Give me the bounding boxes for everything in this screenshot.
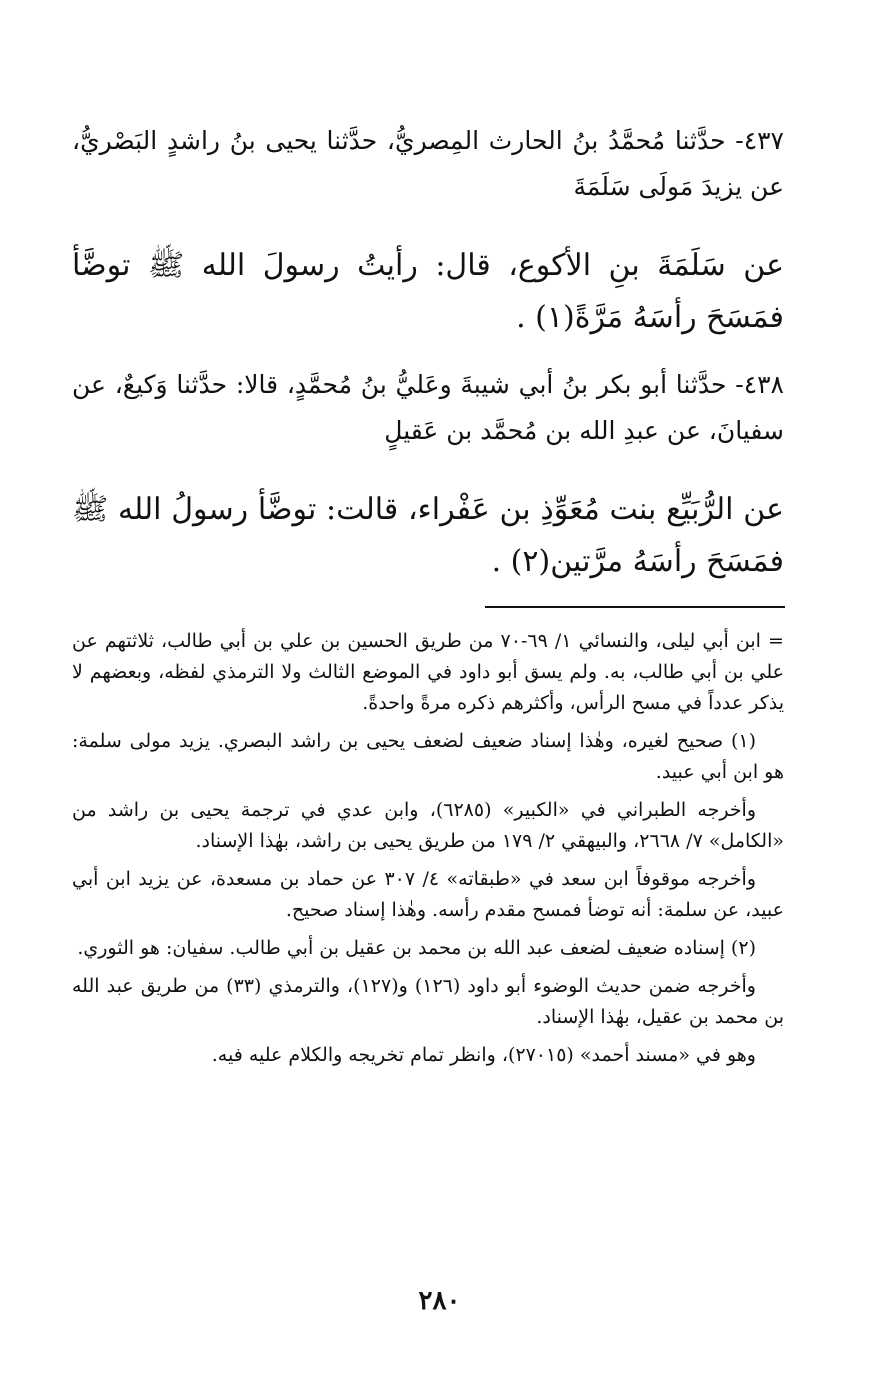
hadith-438-matn: عن الرُّبَيِّع بنت مُعَوِّذِ بن عَفْراء، قالت: توضَّأ رسولُ الله ﷺ فمَسَحَ رأسَهُ مرَّتين(٢) . bbox=[72, 492, 784, 579]
footnote-2: (٢) إسناده ضعيف لضعف عبد الله بن محمد بن عقيل بن أبي طالب. سفيان: هو الثوري. bbox=[77, 937, 756, 959]
hadith-438 bbox=[72, 362, 784, 454]
hadith-437-text bbox=[72, 240, 784, 344]
footnote-1-mawquf: وأخرجه موقوفاً ابن سعد في «طبقاته» ٤/ ٣٠٧ عن حماد بن مسعدة، عن يزيد ابن أبي عبيد، عن سلمة: أنه توضأ فمسح مقدم رأسه. وهٰذا إسناد صحيح. bbox=[72, 868, 784, 921]
hadith-437 bbox=[72, 118, 784, 210]
footnote-separator bbox=[485, 606, 785, 608]
hadith-437-isnad: ٤٣٧- حدَّثنا مُحمَّدُ بنُ الحارث المِصريُّ، حدَّثنا يحيى بنُ راشدٍ البَصْريُّ، عن يزيدَ مَولَى سَلَمَةَ bbox=[72, 126, 784, 201]
hadith-438-text bbox=[72, 484, 784, 588]
footnote-2-takhrij: وأخرجه ضمن حديث الوضوء أبو داود (١٢٦) و(١٢٧)، والترمذي (٣٣) من طريق عبد الله بن محمد بن عقيل، بهٰذا الإسناد. bbox=[72, 975, 784, 1028]
hadith-437-matn: عن سَلَمَةَ بنِ الأكوع، قال: رأيتُ رسولَ الله ﷺ توضَّأ فمَسَحَ رأسَهُ مَرَّةً(١) . bbox=[72, 248, 784, 335]
page-number: ٢٨٠ bbox=[418, 1286, 461, 1316]
footnote-1-takhrij: وأخرجه الطبراني في «الكبير» (٦٢٨٥)، وابن عدي في ترجمة يحيى بن راشد من «الكامل» ٧/ ٢٦٦٨، والبيهقي ٢/ ١٧٩ من طريق يحيى بن راشد، بهٰذا الإسناد. bbox=[72, 799, 784, 852]
footnote-continuation: = ابن أبي ليلى، والنسائي ١/ ٦٩-٧٠ من طريق الحسين بن علي بن أبي طالب، ثلاثتهم عن علي بن أبي طالب، به. ولم يسق أبو داود في الموضع الثالث ولا الترمذي لفظه، وبعضهم لا يذكر عدداً في مسح الرأس، وأكثرهم ذكره مرةً واحدةً. bbox=[72, 630, 784, 714]
footnotes bbox=[72, 626, 784, 1078]
hadith-438-isnad: ٤٣٨- حدَّثنا أبو بكر بنُ أبي شيبةَ وعَليُّ بنُ مُحمَّدٍ، قالا: حدَّثنا وَكيعٌ، عن سفيانَ، عن عبدِ الله بن مُحمَّد بن عَقيلٍ bbox=[72, 370, 784, 445]
footnote-1: (١) صحيح لغيره، وهٰذا إسناد ضعيف لضعف يحيى بن راشد البصري. يزيد مولى سلمة: هو ابن أبي عبيد. bbox=[72, 730, 784, 783]
footnote-2-musnad: وهو في «مسند أحمد» (٢٧٠١٥)، وانظر تمام تخريجه والكلام عليه فيه. bbox=[211, 1044, 756, 1066]
